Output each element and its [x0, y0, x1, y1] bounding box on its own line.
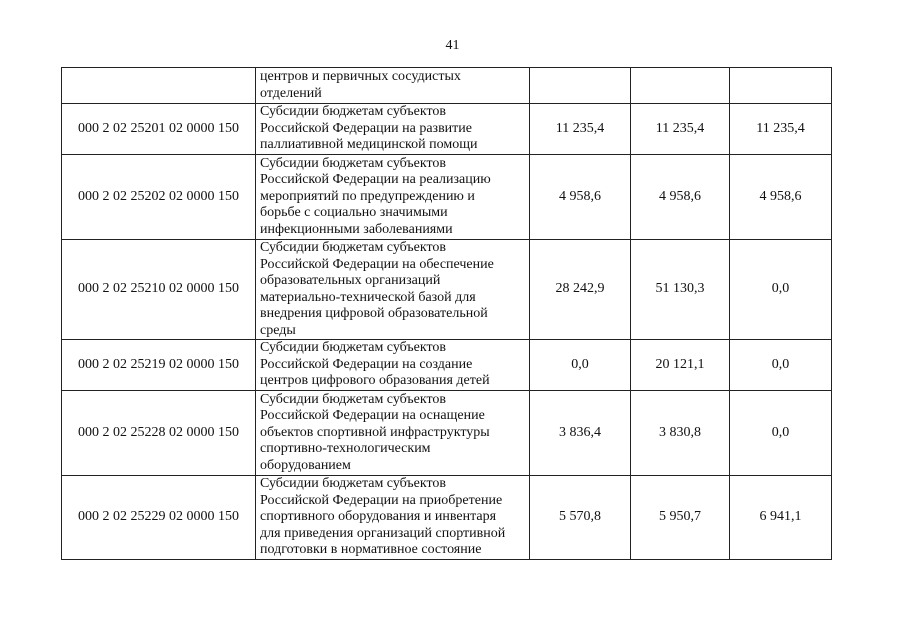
description-text: Субсидии бюджетам субъектов Российской Федерации на развитие паллиативной медицинской помощи	[260, 104, 478, 153]
table-row	[62, 240, 832, 340]
description-text: центров и первичных сосудистых отделений	[260, 69, 461, 101]
description-cell	[256, 340, 530, 391]
description-cell	[256, 155, 530, 240]
value-year1-cell: 5 570,8	[530, 476, 631, 560]
table-row	[62, 68, 832, 104]
budget-code-cell: 000 2 02 25229 02 0000 150	[62, 476, 256, 560]
value-year2-cell: 11 235,4	[631, 104, 730, 155]
value-year1-cell: 0,0	[530, 340, 631, 391]
description-text: Субсидии бюджетам субъектов Российской Федерации на реализацию мероприятий по предупреждению и борьбе с социально значимыми инфекционными заболеваниями	[260, 155, 491, 237]
description-cell	[256, 476, 530, 560]
description-text: Субсидии бюджетам субъектов Российской Федерации на обеспечение образовательных организаций материально-технической базой для внедрения цифровой образовательной среды	[260, 240, 494, 338]
value-year1-cell: 3 836,4	[530, 391, 631, 476]
value-year1-cell: 4 958,6	[530, 155, 631, 240]
page-number: 41	[445, 38, 460, 53]
description-cell	[256, 240, 530, 340]
description-cell	[256, 68, 530, 104]
value-year2-cell: 4 958,6	[631, 155, 730, 240]
value-year3-cell: 4 958,6	[730, 155, 832, 240]
description-text: Субсидии бюджетам субъектов Российской Федерации на приобретение спортивного оборудования и инвентаря для приведения организаций спортивной подготовки в нормативное состояние	[260, 476, 506, 558]
value-year3-cell: 0,0	[730, 391, 832, 476]
table-row	[62, 155, 832, 240]
value-year1-cell: 11 235,4	[530, 104, 631, 155]
table-row	[62, 340, 832, 391]
value-year1-cell: 28 242,9	[530, 240, 631, 340]
description-text: Субсидии бюджетам субъектов Российской Федерации на создание центров цифрового образования детей	[260, 340, 490, 389]
value-year2-cell: 20 121,1	[631, 340, 730, 391]
description-cell	[256, 104, 530, 155]
value-year2-cell	[631, 68, 730, 104]
budget-code-cell: 000 2 02 25210 02 0000 150	[62, 240, 256, 340]
table-row	[62, 391, 832, 476]
budget-code-cell: 000 2 02 25202 02 0000 150	[62, 155, 256, 240]
value-year1-cell	[530, 68, 631, 104]
value-year3-cell: 11 235,4	[730, 104, 832, 155]
budget-table	[61, 67, 832, 560]
value-year3-cell: 0,0	[730, 240, 832, 340]
value-year2-cell: 5 950,7	[631, 476, 730, 560]
budget-code-cell: 000 2 02 25201 02 0000 150	[62, 104, 256, 155]
description-cell	[256, 391, 530, 476]
description-text: Субсидии бюджетам субъектов Российской Федерации на оснащение объектов спортивной инфраструктуры спортивно-технологическим оборудованием	[260, 391, 490, 473]
table-row	[62, 104, 832, 155]
budget-code-cell	[62, 68, 256, 104]
value-year3-cell: 0,0	[730, 340, 832, 391]
value-year3-cell	[730, 68, 832, 104]
value-year3-cell: 6 941,1	[730, 476, 832, 560]
value-year2-cell: 51 130,3	[631, 240, 730, 340]
budget-code-cell: 000 2 02 25219 02 0000 150	[62, 340, 256, 391]
table-row	[62, 476, 832, 560]
value-year2-cell: 3 830,8	[631, 391, 730, 476]
budget-code-cell: 000 2 02 25228 02 0000 150	[62, 391, 256, 476]
